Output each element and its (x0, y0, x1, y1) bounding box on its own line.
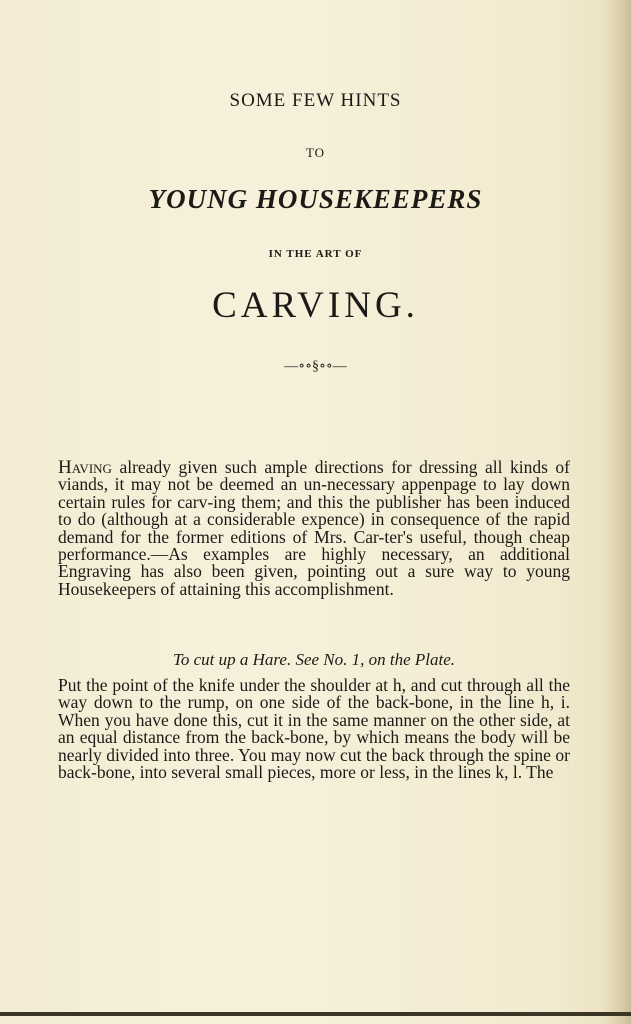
section-heading: To cut up a Hare. See No. 1, on the Plate. (172, 650, 456, 669)
intro-dropcap-word: Having (58, 457, 112, 478)
intro-text: already given such ample directions for dressing all kinds of viands, it may not be deemed an un-necessary appenpage to lay down certain rules for carv-ing them; and this the publisher has been induced to do (although at a considerable expence) in consequence of the rapid demand for the former editions of Mrs. Car-ter's useful, though cheap performance.—As examples are highly necessary, an additional Engraving has also been given, pointing out a sure way to young Housekeepers of attaining this accomplishment. (58, 457, 570, 599)
title-line-art-of: IN THE ART OF (268, 248, 363, 260)
title-line-hints: SOME FEW HINTS (229, 90, 402, 111)
title-line-young-housekeepers: YOUNG HOUSEKEEPERS (148, 184, 483, 214)
title-line-carving: CARVING. (212, 285, 419, 326)
title-line-to: TO (305, 145, 326, 160)
bottom-rule (0, 1012, 631, 1016)
intro-paragraph (58, 459, 570, 598)
ornament-divider: —∘∘§∘∘— (284, 359, 347, 374)
hare-paragraph: Put the point of the knife under the shoulder at h, and cut through all the way down to the rump, on one side of the back-bone, in the line h, i. When you have done this, cut it in the same manner on the other side, at an equal distance from the back-bone, by which means the body will be nearly divided into three. You may now cut the back through the spine or back-bone, into several small pieces, more or less, in the lines k, l. The (58, 675, 570, 783)
